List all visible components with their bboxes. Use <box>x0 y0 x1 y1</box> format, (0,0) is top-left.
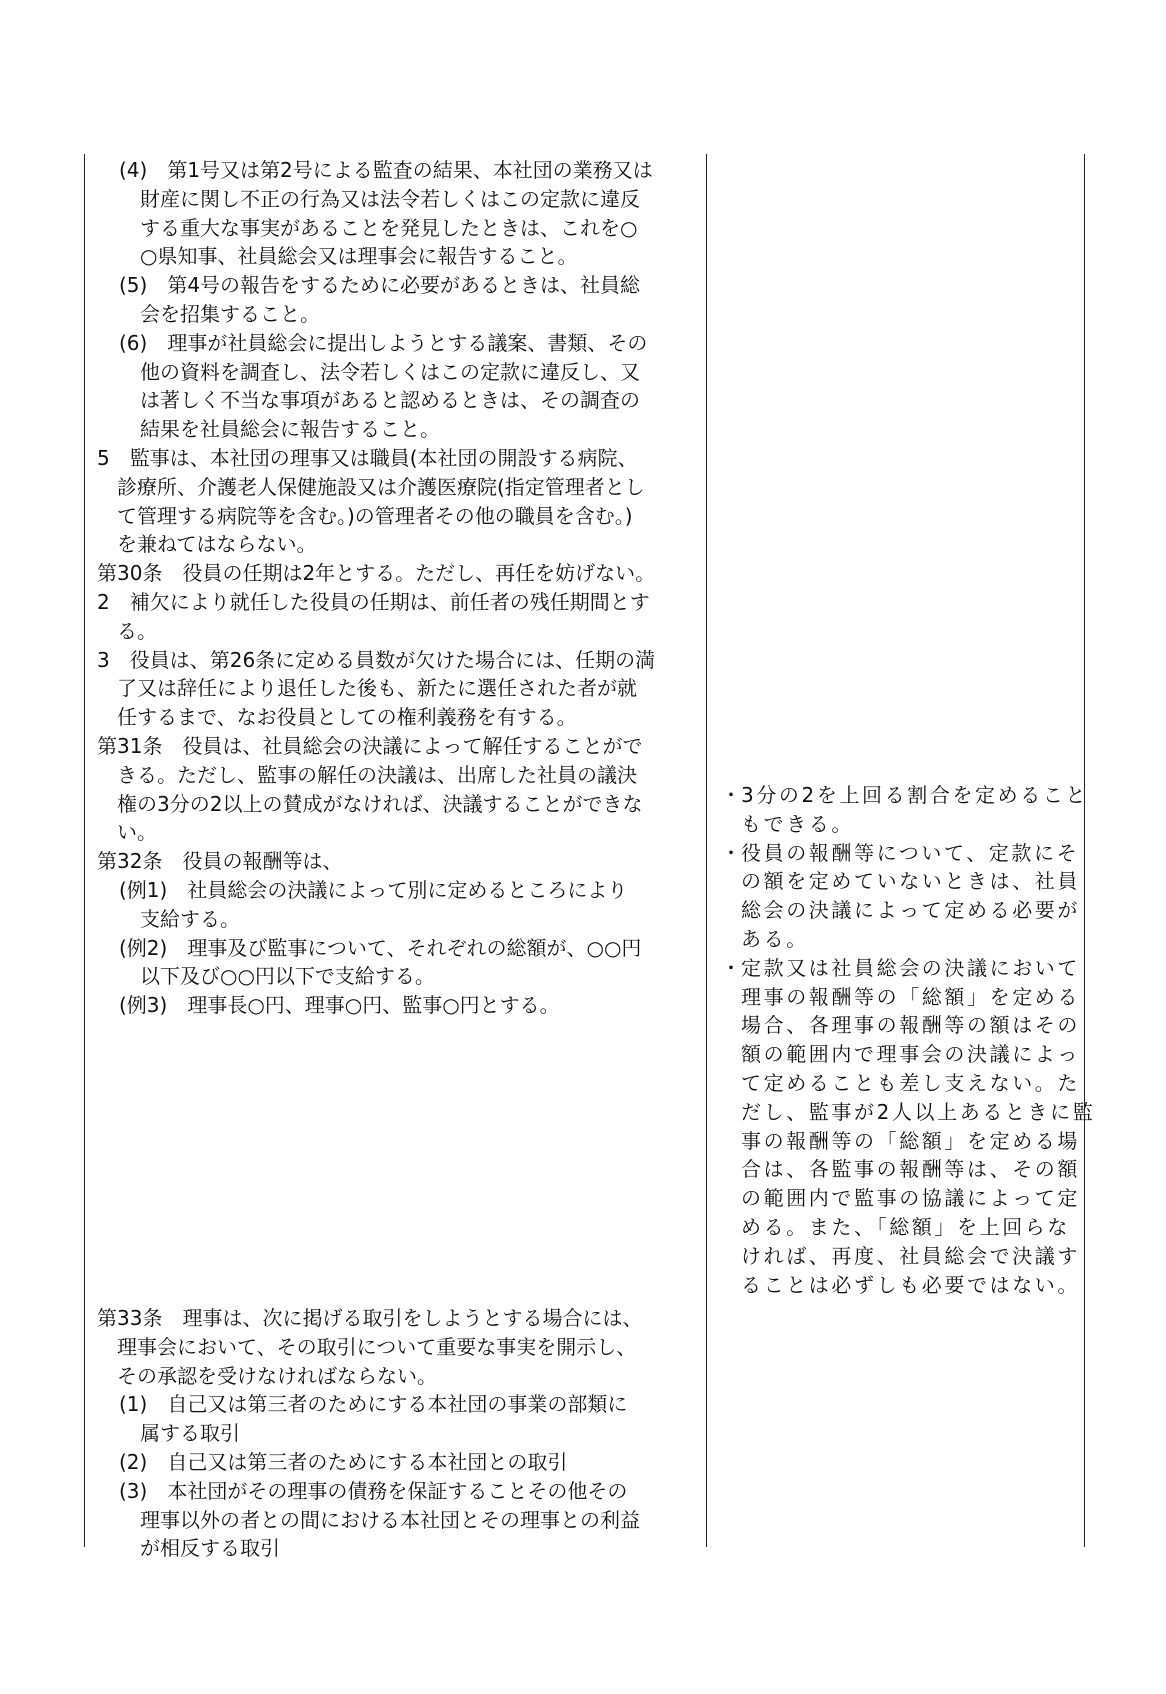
notes-column <box>0 781 1096 1299</box>
item-paragraph <box>0 271 700 329</box>
note-paragraph <box>0 839 1080 954</box>
line-text: 3分の2を上回る割合を定めること <box>741 783 1089 807</box>
text-line <box>0 810 1080 839</box>
text-line <box>0 502 700 531</box>
text-line <box>0 242 700 271</box>
text-line <box>0 185 700 214</box>
text-line <box>0 732 700 761</box>
text-line <box>0 954 1080 983</box>
text-line <box>0 1155 1080 1184</box>
text-line <box>0 271 700 300</box>
line-text: 診療所、介護老人保健施設又は介護医療院(指定管理者とし <box>117 474 645 499</box>
text-line <box>0 415 700 444</box>
line-text: する重大な事実があることを発見したときは、これを○ <box>140 215 638 240</box>
text-line <box>0 473 700 502</box>
text-line <box>0 588 700 617</box>
line-text: 理事会において、その取引について重要な事実を開示し、 <box>117 1334 637 1359</box>
text-line <box>0 1448 700 1477</box>
line-text: 理事の報酬等の「総額」を定める <box>741 984 1080 1009</box>
text-line <box>0 386 700 415</box>
line-text: の額を定めていないときは、社員 <box>741 869 1080 894</box>
line-text: ければ、再度、社員総会で決議す <box>741 1243 1080 1268</box>
text-line <box>0 1419 700 1448</box>
text-line <box>0 1362 700 1391</box>
line-text: 会を招集すること。 <box>140 301 320 326</box>
item-paragraph <box>0 156 700 271</box>
text-line <box>0 703 700 732</box>
clause-paragraph <box>0 444 700 559</box>
item-paragraph <box>0 1448 700 1477</box>
line-text: 第33条 理事は、次に掲げる取引をしようとする場合には、 <box>97 1306 643 1330</box>
line-text: きる。ただし、監事の解任の決議は、出席した社員の議決 <box>117 762 637 787</box>
text-line <box>0 1477 700 1506</box>
line-text: ○県知事、社員総会又は理事会に報告すること。 <box>140 244 578 269</box>
text-line <box>0 1506 700 1535</box>
item-paragraph <box>0 1390 700 1448</box>
text-line <box>0 1098 1096 1127</box>
text-line <box>0 1242 1080 1271</box>
note-paragraph <box>0 954 1096 1300</box>
text-line <box>0 329 700 358</box>
text-line <box>0 1213 1080 1242</box>
item-paragraph <box>0 1477 700 1563</box>
line-text: (例3) 理事長○円、理事○円、監事○円とする。 <box>119 993 560 1018</box>
line-text: める。また、「総額」を上回らな <box>741 1214 1070 1239</box>
line-text: 5 監事は、本社団の理事又は職員(本社団の開設する病院、 <box>97 445 638 470</box>
text-line <box>0 1333 700 1362</box>
text-line <box>0 781 1089 810</box>
line-text: (2) 自己又は第三者のためにする本社団との取引 <box>119 1449 568 1474</box>
text-line <box>0 1534 700 1563</box>
line-text: 財産に関し不正の行為又は法令若しくはこの定款に違反 <box>140 186 640 211</box>
line-text: (5) 第4号の報告をするために必要があるときは、社員総 <box>119 273 641 298</box>
line-text: (6) 理事が社員総会に提出しようとする議案、書類、その <box>119 330 648 355</box>
line-text: 支給する。 <box>140 906 240 931</box>
line-text: その承認を受けなければならない。 <box>117 1363 437 1388</box>
provisions-column-lower <box>0 1304 700 1563</box>
text-line <box>0 674 700 703</box>
note-paragraph <box>0 781 1089 839</box>
line-text: 合は、各監事の報酬等は、その額 <box>741 1157 1080 1182</box>
line-text: の範囲内で監事の協議によって定 <box>741 1186 1080 1211</box>
line-text: (例1) 社員総会の決議によって別に定めるところにより <box>119 877 628 902</box>
text-line <box>0 300 700 329</box>
line-text: る。 <box>117 618 157 643</box>
article-paragraph <box>0 559 700 588</box>
line-text: て定めることも差し支えない。た <box>741 1070 1080 1095</box>
line-text: だし、監事が2人以上あるときに監 <box>741 1099 1096 1124</box>
text-line <box>0 156 700 185</box>
line-text: 場合、各理事の報酬等の額はその <box>741 1013 1080 1038</box>
text-line <box>0 839 1080 868</box>
item-paragraph <box>0 329 700 444</box>
text-line <box>0 214 700 243</box>
line-text: 了又は辞任により退任した後も、新たに選任された者が就 <box>117 676 637 701</box>
line-text: (3) 本社団がその理事の債務を保証することその他その <box>119 1478 628 1503</box>
text-line <box>0 1011 1080 1040</box>
line-text: 総会の決議によって定める必要が <box>741 898 1080 923</box>
text-line <box>0 1304 700 1333</box>
text-line <box>0 1271 1080 1300</box>
line-text: い。 <box>117 820 157 845</box>
line-text: 第32条 役員の報酬等は、 <box>97 849 343 874</box>
line-text: 役員の報酬等について、定款にそ <box>741 840 1080 865</box>
line-text: 2 補欠により就任した役員の任期は、前任者の残任期間とす <box>97 589 650 614</box>
line-text: 結果を社員総会に報告すること。 <box>140 417 440 442</box>
text-line <box>0 617 700 646</box>
article-paragraph <box>0 1304 700 1390</box>
text-line <box>0 1040 1080 1069</box>
text-line <box>0 1127 1080 1156</box>
text-line <box>0 444 700 473</box>
line-text: (1) 自己又は第三者のためにする本社団の事業の部類に <box>119 1392 628 1417</box>
line-text: (例2) 理事及び監事について、それぞれの総額が、○○円 <box>119 935 642 960</box>
line-text: ることは必ずしも必要ではない。 <box>741 1272 1080 1297</box>
line-text: 第30条 役員の任期は2年とする。ただし、再任を妨げない。 <box>97 561 656 586</box>
clause-paragraph <box>0 646 700 732</box>
line-text: 第31条 役員は、社員総会の決議によって解任することがで <box>97 733 643 758</box>
table-border-right <box>1084 154 1085 1547</box>
text-line <box>0 1069 1080 1098</box>
text-line <box>0 1390 700 1419</box>
bullet-icon: ・ <box>721 840 744 865</box>
text-line <box>0 530 700 559</box>
text-line <box>0 559 700 588</box>
text-line <box>0 867 1080 896</box>
line-text: て管理する病院等を含む。)の管理者その他の職員を含む。) <box>117 503 633 528</box>
text-line <box>0 896 1080 925</box>
line-text: を兼ねてはならない。 <box>117 532 317 557</box>
clause-paragraph <box>0 588 700 646</box>
line-text: 他の資料を調査し、法令若しくはこの定款に違反し、又 <box>140 359 640 384</box>
line-text: 定款又は社員総会の決議において <box>741 955 1080 980</box>
line-text: 任するまで、なお役員としての権利義務を有する。 <box>117 705 577 730</box>
line-text: 属する取引 <box>140 1421 240 1446</box>
text-line <box>0 358 700 387</box>
line-text: 理事以外の者との間における本社団とその理事との利益 <box>140 1507 640 1532</box>
bullet-icon: ・ <box>721 955 744 980</box>
line-text: 事の報酬等の「総額」を定める場 <box>741 1128 1080 1153</box>
line-text: が相反する取引 <box>140 1536 280 1561</box>
text-line <box>0 925 1080 954</box>
line-text: 以下及び○○円以下で支給する。 <box>140 964 435 989</box>
line-text: 3 役員は、第26条に定める員数が欠けた場合には、任期の満 <box>97 647 656 672</box>
text-line <box>0 983 1080 1012</box>
text-line <box>0 1184 1080 1213</box>
line-text: 額の範囲内で理事会の決議によっ <box>741 1042 1080 1067</box>
line-text: ある。 <box>741 926 809 951</box>
text-line <box>0 646 700 675</box>
line-text: は著しく不当な事項があると認めるときは、その調査の <box>140 388 640 413</box>
line-text: 権の3分の2以上の賛成がなければ、決議することができな <box>117 791 643 816</box>
line-text: もできる。 <box>741 811 854 836</box>
line-text: (4) 第1号又は第2号による監査の結果、本社団の業務又は <box>119 158 653 182</box>
bullet-icon: ・ <box>721 783 744 807</box>
